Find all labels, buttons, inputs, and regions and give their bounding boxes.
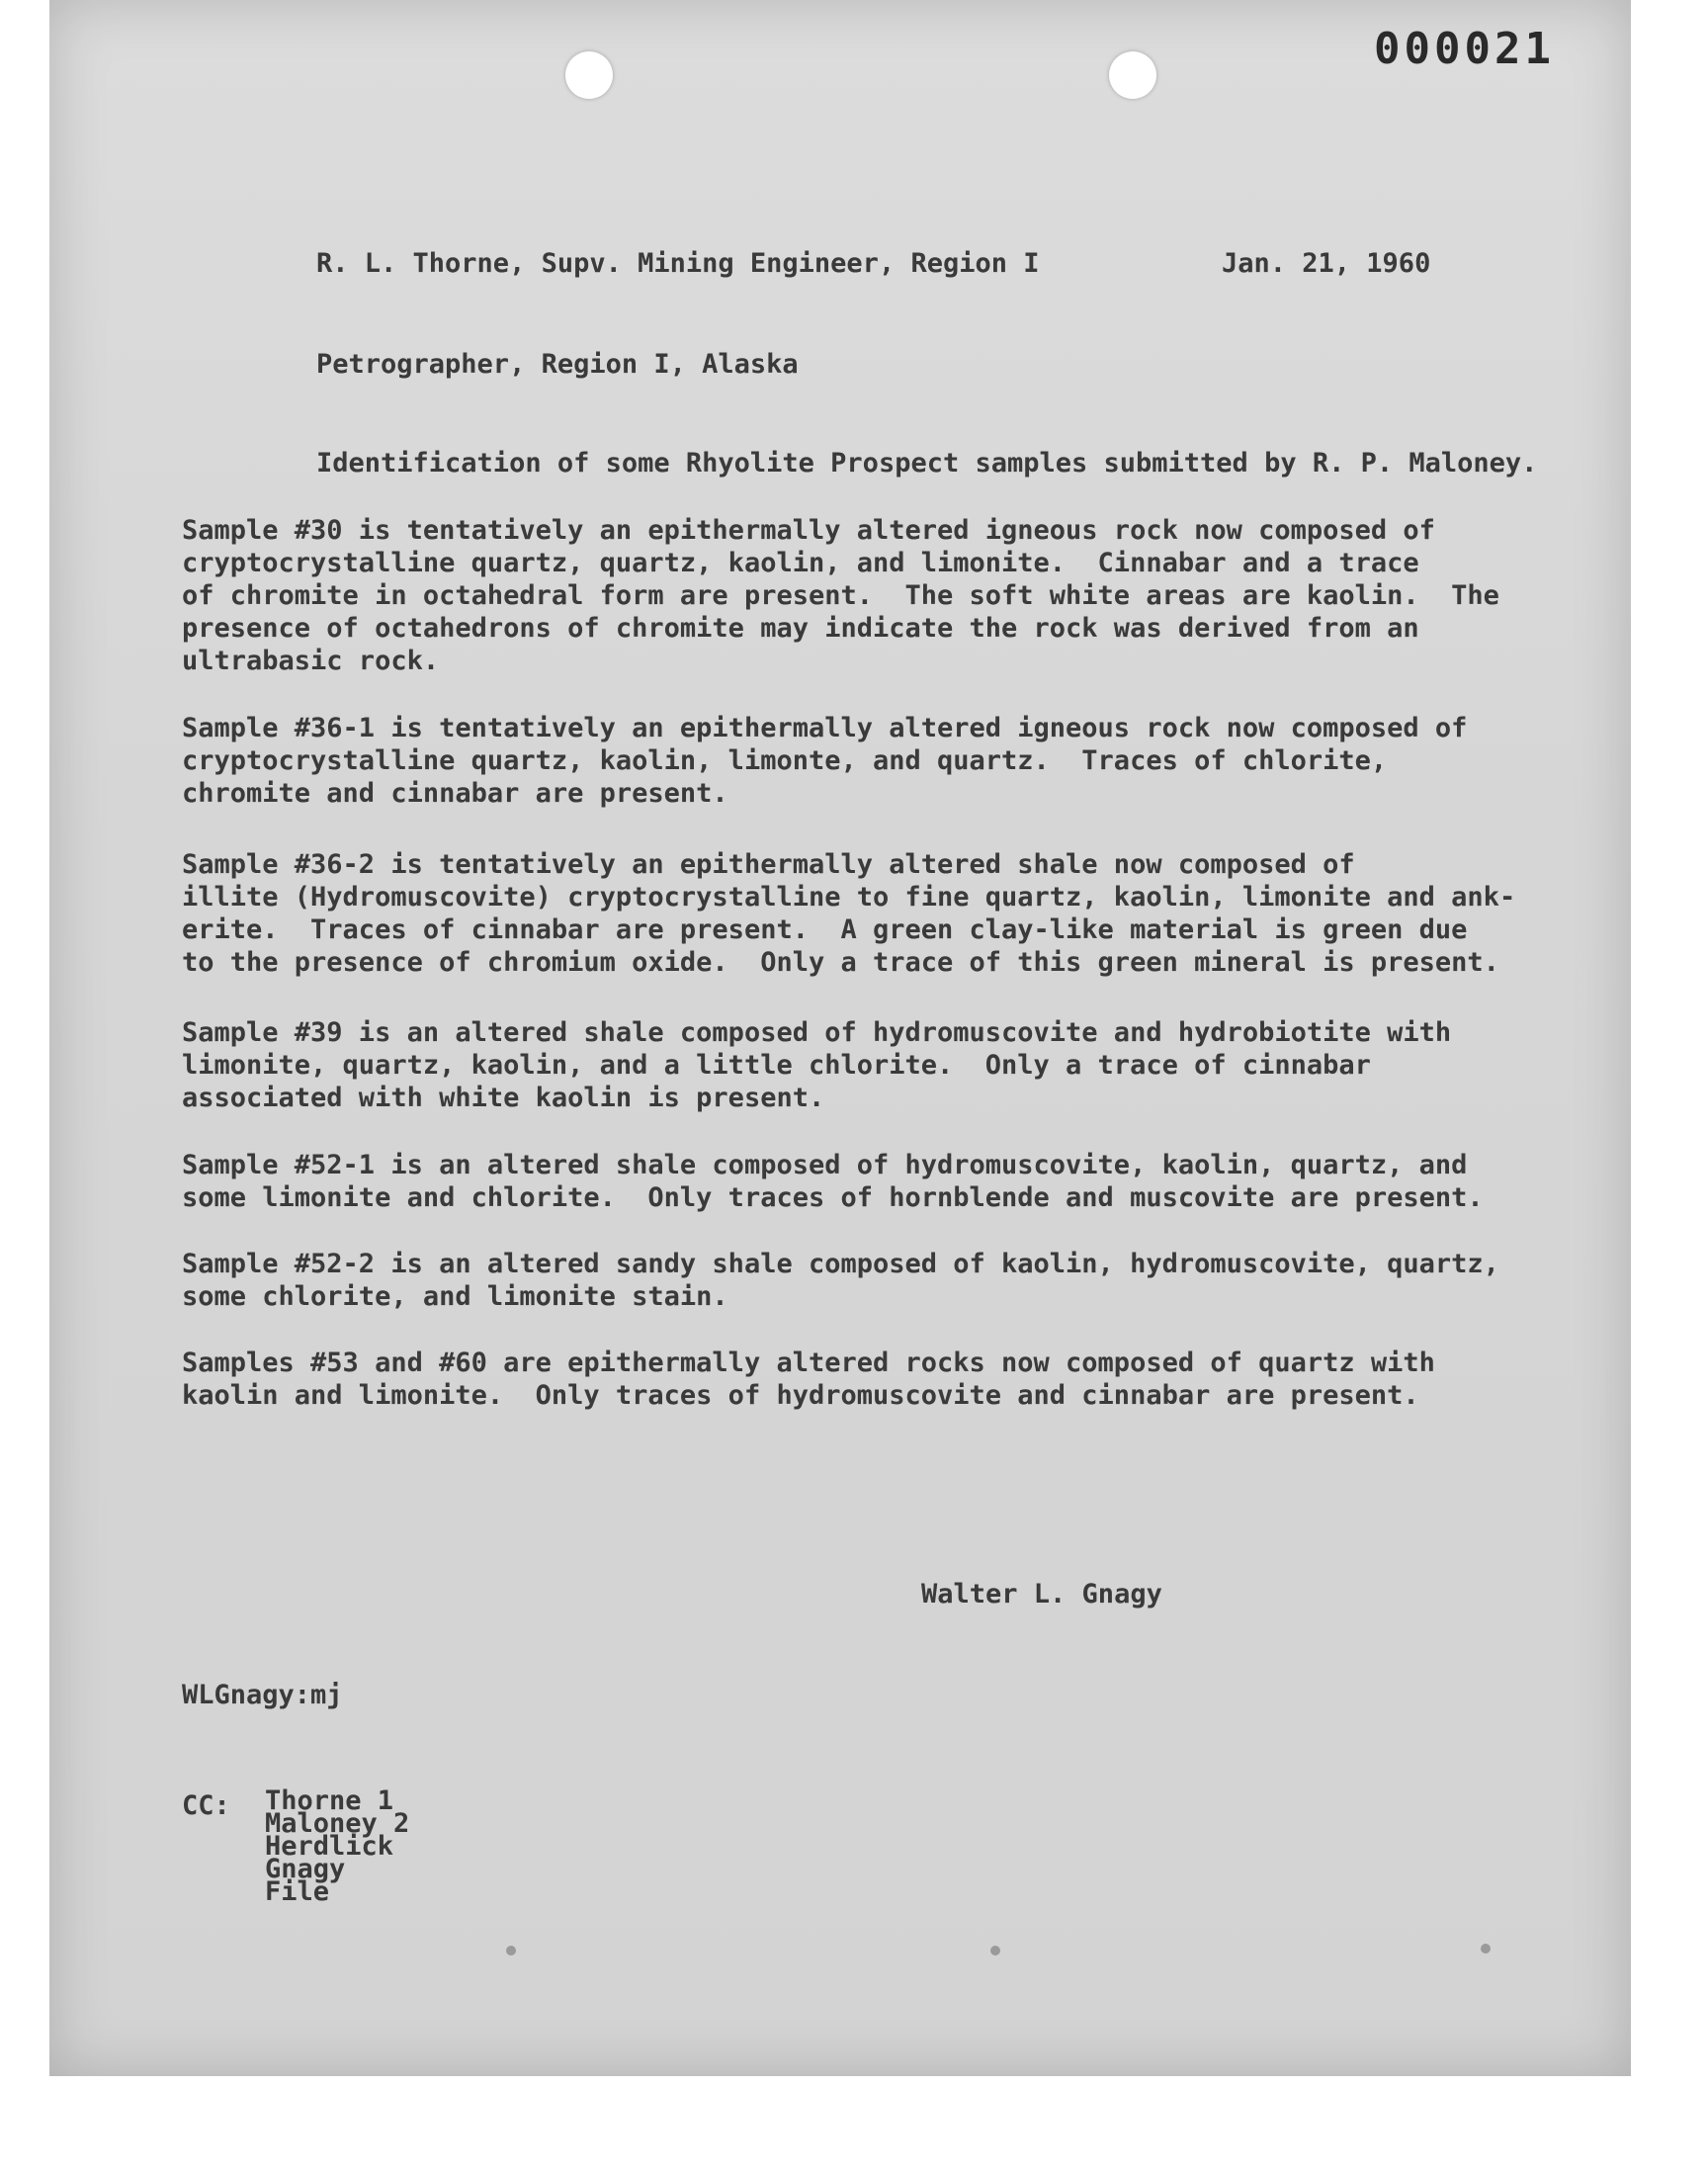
punch-hole-left: [565, 51, 613, 99]
cc-list: Thorne 1 Maloney 2 Herdlick Gnagy File: [265, 1785, 410, 1907]
signature-name: Walter L. Gnagy: [921, 1579, 1162, 1610]
sample-39-paragraph: Sample #39 is an altered shale composed of hydromuscovite and hydrobiotite with limonite, quartz, kaolin, and a little chlorite. Only a trace of cinnabar associated with white kaolin is present.: [182, 1017, 1452, 1113]
memo-to: R. L. Thorne, Supv. Mining Engineer, Region I: [316, 248, 1040, 279]
cc-label: CC:: [182, 1790, 230, 1821]
samples-53-60-paragraph: Samples #53 and #60 are epithermally altered rocks now composed of quartz with kaolin and limonite. Only traces of hydromuscovite and cinnabar are present.: [182, 1348, 1435, 1411]
memo-date: Jan. 21, 1960: [1222, 248, 1431, 279]
document-page: [49, 0, 1631, 2076]
sample-52-2-paragraph: Sample #52-2 is an altered sandy shale composed of kaolin, hydromuscovite, quartz, some chlorite, and limonite stain.: [182, 1249, 1499, 1312]
memo-from: Petrographer, Region I, Alaska: [316, 349, 799, 380]
sample-52-1-paragraph: Sample #52-1 is an altered shale composed of hydromuscovite, kaolin, quartz, and some limonite and chlorite. Only traces of hornblende and muscovite are present.: [182, 1150, 1484, 1213]
sample-30-paragraph: Sample #30 is tentatively an epithermally altered igneous rock now composed of cryptocrystalline quartz, quartz, kaolin, and limonite. Cinnabar and a trace of chromite in octahedral form are present. The soft white areas are kaolin. The presence of octahedrons of chromite may indicate the rock was derived from an ultrabasic rock.: [182, 515, 1499, 676]
sample-36-1-paragraph: Sample #36-1 is tentatively an epithermally altered igneous rock now composed of cryptocrystalline quartz, kaolin, limonte, and quartz. Traces of chlorite, chromite and cinnabar are present.: [182, 713, 1468, 809]
memo-subject: Identification of some Rhyolite Prospect samples submitted by R. P. Maloney.: [316, 448, 1538, 478]
punch-hole-right: [1109, 51, 1156, 99]
typist-initials: WLGnagy:mj: [182, 1680, 343, 1710]
sample-36-2-paragraph: Sample #36-2 is tentatively an epithermally altered shale now composed of illite (Hydromuscovite) cryptocrystalline to fine quartz, kaolin, limonite and ank- erite. Traces of cinnabar are present. A green clay-like material is green due to the presence of chromium oxide. Only a trace of this green mineral is present.: [182, 849, 1516, 978]
page-number: 000021: [1374, 24, 1555, 74]
